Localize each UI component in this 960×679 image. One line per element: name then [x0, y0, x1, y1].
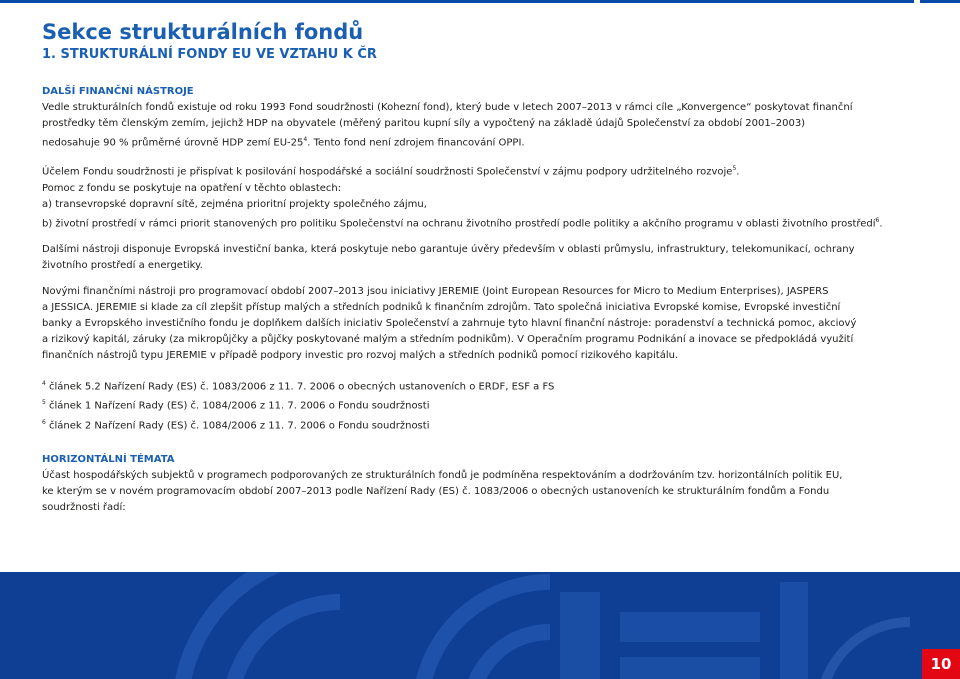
page-number-badge	[922, 649, 960, 679]
text-line: banky a Evropského investičního fondu je doplňkem dalších iniciativ Společenství a zahrnuje tyto hlavní finanční nástroje: poradenství a technická pomoc, akciový	[42, 317, 857, 329]
footnote-number: 4	[42, 379, 46, 387]
text-line: životního prostředí a energetiky.	[42, 259, 203, 271]
page-number: 10	[930, 655, 952, 673]
paragraph-purpose	[42, 161, 922, 180]
text-line: Dalšími nástroji disponuje Evropská investiční banka, která poskytuje nebo garantuje úvěry především v oblasti průmyslu, infrastruktury, telekomunikací, ochrany	[42, 243, 855, 255]
text-line: Účast hospodářských subjektů v programech podporovaných ze strukturálních fondů je podmíněna respektováním a dodržováním tzv. horizontálních politik EU,	[42, 469, 843, 481]
text-line: a JESSICA. JEREMIE si klade za cíl zlepšit přístup malých a středních podniků k finančním zdrojům. Tato společná iniciativa Evropské komise, Evropské investiční	[42, 301, 841, 313]
text-line: . Tento fond není zdrojem financování OPPI.	[307, 137, 525, 149]
text-line: finančních nástrojů typu JEREMIE v případě podpory investic pro rozvoj malých a středních podniků pomocí rizikového kapitálu.	[42, 349, 679, 361]
list-item-a: a) transevropské dopravní sítě, zejména prioritní projekty společného zájmu,	[42, 198, 427, 210]
footnote-ref: 4	[303, 136, 308, 143]
footnote	[42, 376, 922, 395]
footnote	[42, 395, 922, 414]
footnote	[42, 415, 922, 434]
section-heading-financial-tools: DALŠÍ FINANČNÍ NÁSTROJE	[42, 86, 194, 97]
footnote-text: článek 1 Nařízení Rady (ES) č. 1084/2006 z 11. 7. 2006 o Fondu soudržnosti	[45, 400, 430, 412]
text-line: ke kterým se v novém programovacím období 2007–2013 podle Nařízení Rady (ES) č. 1083/2006 o obecných ustanoveních ke strukturálním fondům a Fondu	[42, 485, 830, 497]
paragraph-areas-intro: Pomoc z fondu se poskytuje na opatření v těchto oblastech:	[42, 182, 342, 194]
text-line: prostředky těm členským zemím, jejichž HDP na obyvatele (měřený paritou kupní síly a vypočtený na základě údajů Společenství za období 2001–2003)	[42, 118, 806, 129]
paragraph-horizontal-policies	[42, 468, 922, 516]
paragraph-cohesion-fund	[42, 100, 922, 151]
top-rule-right	[920, 0, 960, 3]
top-rule	[0, 0, 914, 3]
page-content	[42, 18, 922, 516]
text-line: nedosahuje 90 % průměrné úrovně HDP zemí EU-25	[42, 137, 304, 149]
text-line: a rizikový kapitál, záruky (za mikropůjčky a půjčky poskytované malým a středním podnikům). V Operačním programu Podnikání a inovace se předpokládá využití	[42, 333, 854, 345]
page-subtitle: 1. STRUKTURÁLNÍ FONDY EU VE VZTAHU K ČR	[42, 47, 377, 62]
footer-decorative-graphic	[0, 572, 960, 679]
footnote-text: článek 5.2 Nařízení Rady (ES) č. 1083/2006 z 11. 7. 2006 o obecných ustanoveních o ERDF, ESF a FS	[45, 381, 555, 393]
text-line: soudržnosti řadí:	[42, 501, 126, 513]
page-title: Sekce strukturálních fondů	[42, 20, 364, 44]
text-line: b) životní prostředí v rámci priorit stanovených pro politiku Společenství na ochranu životního prostředí podle politiky a akčního programu v oblasti životního prostředí	[42, 217, 876, 229]
footnote-text: článek 2 Nařízení Rady (ES) č. 1084/2006 z 11. 7. 2006 o Fondu soudržnosti	[45, 419, 430, 431]
footer-band	[0, 572, 960, 679]
list-item-b	[42, 213, 922, 232]
section-heading-horizontal-themes: HORIZONTÁLNÍ TÉMATA	[42, 453, 175, 465]
text-line: Účelem Fondu soudržnosti je přispívat k posilování hospodářské a sociální soudržnosti Společenství v zájmu podpory udržitelného rozvoje	[42, 166, 733, 178]
text-line: .	[736, 166, 740, 178]
footnote-ref: 6	[875, 216, 880, 224]
footnotes	[42, 376, 922, 434]
footnote-ref: 5	[732, 165, 737, 173]
text-line: Vedle strukturálních fondů existuje od roku 1993 Fond soudržnosti (Kohezní fond), který bude v letech 2007–2013 v rámci cíle „Konvergence“ poskytovat finanční	[42, 102, 853, 113]
text-line: Novými finančními nástroji pro programovací období 2007–2013 jsou iniciativy JEREMIE (Joint European Resources for Micro to Medium Enterprises), JASPERS	[42, 285, 829, 297]
footnote-number: 5	[42, 399, 46, 407]
paragraph-jeremie	[42, 284, 922, 364]
paragraph-eib	[42, 242, 922, 274]
text-line: .	[879, 217, 883, 229]
footnote-number: 6	[42, 418, 46, 426]
